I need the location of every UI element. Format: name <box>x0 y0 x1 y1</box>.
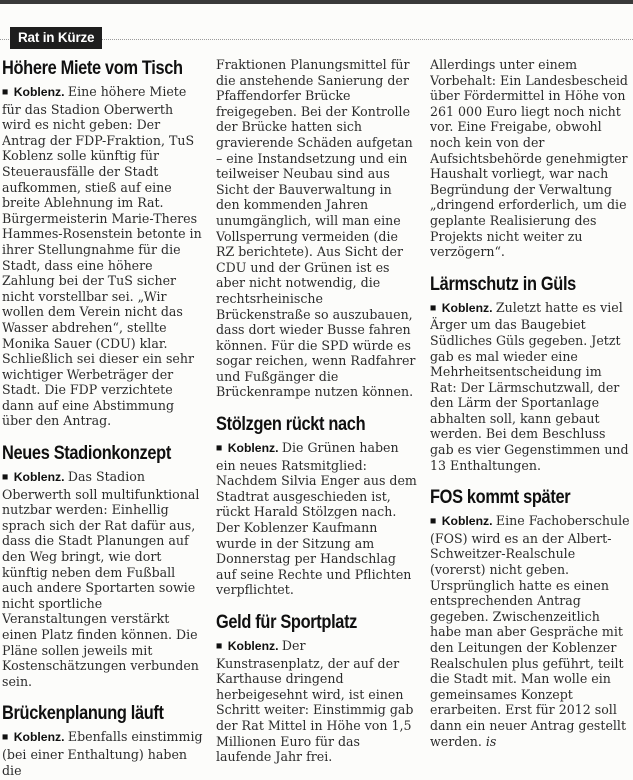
article-heading <box>216 414 417 435</box>
location-lead: ■ Koblenz. <box>430 514 496 529</box>
article-paragraph: ■ Koblenz. Zuletzt hatte es viel Ärger um das Baugebiet Südliches Güls gegeben. Jetzt gab es mal wieder eine Mehrheitsentscheidung im Rat: Der Lärmschutzwall, der den Lärm der Sportanlage abhalten soll, kann gebaut werden. Bei dem Beschluss gab es vier Gegenstimmen und 13 Enthaltungen. <box>430 299 629 473</box>
bullet-square-icon: ■ <box>2 731 9 744</box>
article-heading <box>430 487 631 508</box>
bullet-square-icon: ■ <box>216 442 223 455</box>
article-paragraph: ■ Koblenz. Eine Fachoberschule (FOS) wird es an der Albert-Schweitzer-Realschule (vorerst) nicht geben. Ursprünglich hatte es einen entsprechenden Antrag gegeben. Zwischenzeitlich habe man aber Gespräche mit den Leitungen der Koblenzer Realschulen plus geführt, teilt die Stadt mit. Man wolle ein gemeinsames Konzept erarbeiten. Erst für 2012 soll dann ein neuer Antrag gestellt werden. is <box>430 513 630 749</box>
article-paragraph: Fraktionen Planungsmittel für die anstehende Sanierung der Pfaffendorfer Brücke freigegeben. Bei der Kontrolle der Brücke hatten sich gravierende Schäden aufgetan – eine Instandsetzung und ein teilweiser Neubau sind aus Sicht der Bauverwaltung in den kommenden Jahren unumgänglich, will man eine Vollsperrung vermeiden (die RZ berichtete). Aus Sicht der CDU und der Grünen ist es aber nicht notwendig, die rechtsrheinische Brückenstraße so auszubauen, dass dort wieder Busse fahren können. Für die SPD würde es sogar reichen, wenn Radfahrer und Fußgänger die Brückenrampe nutzen können. <box>216 57 416 400</box>
article-paragraph: ■ Koblenz. Eine höhere Miete für das Stadion Oberwerth wird es nicht geben: Der Antrag der FDP-Fraktion, TuS Koblenz solle künftig für Steuerausfälle der Stadt aufkommen, stieß auf eine breite Ablehnung im Rat. Bürgermeisterin Marie-Theres Hammes-Rosenstein betonte in ihrer Stellungnahme für die Stadt, dass eine höhere Zahlung bei der TuS sicher nicht vorstellbar sei. „Wir wollen dem Verein nicht das Wasser abdrehen“, stellte Monika Sauer (CDU) klar. Schließlich sei dieser ein sehr wichtiger Werbeträger der Stadt. Die FDP verzichtete dann auf eine Abstimmung über den Antrag. <box>2 84 202 429</box>
article-paragraph: ■ Koblenz. Der Kunstrasenplatz, der auf der Karthause dringend herbeigesehnt wird, ist einen Schritt weiter: Einstimmig gab der Rat Mittel in Höhe von 1,5 Millionen Euro für das laufende Jahr frei. <box>216 638 414 765</box>
kicker-row <box>0 29 633 50</box>
location-lead: ■ Koblenz. <box>216 441 282 456</box>
article-heading <box>2 58 203 79</box>
article-paragraph: ■ Koblenz. Das Stadion Oberwerth soll multifunktional nutzbar werden: Einhellig sprach sich der Rat dafür aus, dass die Stadt Planungen auf den Weg bringt, wie dort künftig neben dem Fußball auch andere Sportarten sowie nicht sportliche Veranstaltungen verstärkt einen Platz finden können. Die Pläne sollen jeweils mit Kostenschätzungen verbunden sein. <box>2 469 200 689</box>
article-heading-text: Brückenplanung läuft <box>2 702 164 725</box>
section-kicker-label: Rat in Kürze <box>18 30 95 45</box>
article-heading <box>216 612 417 633</box>
location-lead: ■ Koblenz. <box>216 639 282 653</box>
column-2 <box>216 57 417 780</box>
bullet-square-icon: ■ <box>2 471 9 484</box>
article-heading <box>430 274 631 295</box>
location-lead: ■ Koblenz. <box>430 300 496 315</box>
location-lead: ■ Koblenz. <box>2 730 68 745</box>
article-heading-text: Höhere Miete vom Tisch <box>2 57 183 79</box>
section-kicker-badge <box>10 27 102 49</box>
article-paragraph: ■ Koblenz. Ebenfalls einstimmig (bei einer Enthaltung) haben die <box>2 729 203 778</box>
bullet-square-icon: ■ <box>430 301 437 314</box>
location-lead: ■ Koblenz. <box>2 85 68 99</box>
article-heading-text: Lärmschutz in Güls <box>430 272 576 295</box>
bullet-square-icon: ■ <box>216 640 223 652</box>
bullet-square-icon: ■ <box>2 86 9 98</box>
columns <box>0 50 633 780</box>
column-3 <box>430 57 631 780</box>
article-heading-text: Stölzgen rückt nach <box>216 413 366 436</box>
bullet-square-icon: ■ <box>430 515 437 528</box>
article-heading-text: Geld für Sportplatz <box>216 611 358 633</box>
article-heading <box>2 443 203 464</box>
article-paragraph: ■ Koblenz. Die Grünen haben ein neues Ratsmitglied: Nachdem Silvia Enger aus dem Stadtrat ausgeschieden ist, rückt Harald Stölzgen nach. Der Koblenzer Kaufmann wurde in der Sitzung am Donnerstag per Handschlag auf seine Rechte und Pflichten verpflichtet. <box>216 440 417 598</box>
author-initials: is <box>485 733 497 749</box>
location-lead: ■ Koblenz. <box>2 470 68 485</box>
article-heading-text: FOS kommt später <box>430 486 571 509</box>
page-top-rule <box>0 0 633 4</box>
article-heading <box>2 703 203 724</box>
article-heading-text: Neues Stadionkonzept <box>2 442 171 465</box>
column-1 <box>2 57 203 780</box>
article-paragraph: Allerdings unter einem Vorbehalt: Ein Landesbescheid über Fördermittel in Höhe von 261 000 Euro liegt noch nicht vor. Eine Freigabe, obwohl noch kein von der Aufsichtsbehörde genehmigter Haushalt vorliegt, war nach Begründung der Verwaltung „dringend erforderlich, um die geplante Realisierung des Projekts nicht weiter zu verzögern“. <box>430 57 628 260</box>
